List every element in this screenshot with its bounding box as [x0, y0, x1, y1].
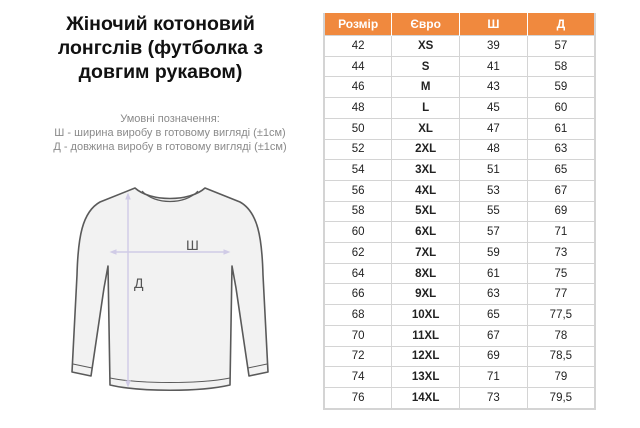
cell-width: 63 [460, 284, 528, 305]
table-row [324, 305, 595, 326]
legend [20, 112, 320, 154]
cell-length: 63 [527, 139, 595, 160]
cell-width: 59 [460, 243, 528, 264]
cell-length: 60 [527, 98, 595, 119]
legend-length-note: Д - довжина виробу в готовому вигляді (±1см) [53, 141, 287, 153]
cell-width: 47 [460, 118, 528, 139]
cell-length: 79 [527, 367, 595, 388]
cell-euro: 7XL [392, 243, 460, 264]
cell-width: 41 [460, 56, 528, 77]
cell-size: 44 [324, 56, 392, 77]
table-row [324, 325, 595, 346]
cell-size: 50 [324, 118, 392, 139]
cell-size: 48 [324, 98, 392, 119]
table-row [324, 367, 595, 388]
cell-width: 48 [460, 139, 528, 160]
width-marker: Ш [186, 237, 199, 253]
product-title [8, 12, 313, 84]
cell-euro: 5XL [392, 201, 460, 222]
table-row [324, 98, 595, 119]
cell-size: 64 [324, 263, 392, 284]
cell-width: 65 [460, 305, 528, 326]
cell-length: 69 [527, 201, 595, 222]
cell-width: 55 [460, 201, 528, 222]
cell-size: 70 [324, 325, 392, 346]
table-row [324, 263, 595, 284]
cell-euro: M [392, 77, 460, 98]
table-row [324, 118, 595, 139]
title-line-2: лонгслів (футболка з [57, 37, 264, 59]
cell-width: 57 [460, 222, 528, 243]
cell-size: 56 [324, 180, 392, 201]
cell-length: 59 [527, 77, 595, 98]
cell-size: 42 [324, 36, 392, 57]
legend-width-note: Ш - ширина виробу в готовому вигляді (±1см) [54, 127, 286, 139]
cell-width: 73 [460, 387, 528, 409]
cell-width: 69 [460, 346, 528, 367]
cell-size: 52 [324, 139, 392, 160]
cell-euro: L [392, 98, 460, 119]
cell-size: 72 [324, 346, 392, 367]
cell-width: 71 [460, 367, 528, 388]
cell-length: 78 [527, 325, 595, 346]
table-row [324, 56, 595, 77]
cell-euro: XS [392, 36, 460, 57]
cell-length: 67 [527, 180, 595, 201]
cell-length: 71 [527, 222, 595, 243]
cell-width: 45 [460, 98, 528, 119]
cell-size: 74 [324, 367, 392, 388]
cell-size: 68 [324, 305, 392, 326]
cell-width: 53 [460, 180, 528, 201]
table-row [324, 387, 595, 409]
cell-size: 58 [324, 201, 392, 222]
table-row [324, 139, 595, 160]
cell-euro: 9XL [392, 284, 460, 305]
cell-euro: 11XL [392, 325, 460, 346]
cell-length: 58 [527, 56, 595, 77]
cell-width: 39 [460, 36, 528, 57]
cell-width: 43 [460, 77, 528, 98]
longsleeve-diagram [40, 180, 290, 395]
cell-euro: 3XL [392, 160, 460, 181]
cell-euro: 13XL [392, 367, 460, 388]
header-length: Д [527, 13, 595, 36]
cell-euro: 8XL [392, 263, 460, 284]
table-body [324, 36, 595, 410]
cell-length: 61 [527, 118, 595, 139]
cell-euro: 10XL [392, 305, 460, 326]
title-line-3: довгим рукавом) [78, 61, 243, 83]
table-row [324, 284, 595, 305]
header-size: Розмір [324, 13, 392, 36]
table-row [324, 201, 595, 222]
cell-euro: 14XL [392, 387, 460, 409]
cell-size: 60 [324, 222, 392, 243]
title-line-1: Жіночий котоновий [66, 13, 255, 35]
legend-heading: Умовні позначення: [120, 113, 220, 125]
cell-length: 77,5 [527, 305, 595, 326]
length-marker: Д [134, 275, 144, 291]
header-euro: Євро [392, 13, 460, 36]
cell-width: 67 [460, 325, 528, 346]
size-chart-table [323, 13, 596, 410]
cell-size: 46 [324, 77, 392, 98]
cell-euro: 6XL [392, 222, 460, 243]
cell-length: 79,5 [527, 387, 595, 409]
cell-euro: 12XL [392, 346, 460, 367]
cell-length: 75 [527, 263, 595, 284]
cell-euro: 4XL [392, 180, 460, 201]
cell-length: 78,5 [527, 346, 595, 367]
table-row [324, 346, 595, 367]
table-row [324, 222, 595, 243]
header-width: Ш [460, 13, 528, 36]
cell-width: 51 [460, 160, 528, 181]
table-row [324, 160, 595, 181]
table-row [324, 243, 595, 264]
cell-size: 62 [324, 243, 392, 264]
table-header-row [324, 13, 595, 36]
cell-length: 65 [527, 160, 595, 181]
cell-size: 54 [324, 160, 392, 181]
table-row [324, 77, 595, 98]
cell-length: 77 [527, 284, 595, 305]
cell-length: 73 [527, 243, 595, 264]
cell-width: 61 [460, 263, 528, 284]
cell-size: 76 [324, 387, 392, 409]
cell-euro: 2XL [392, 139, 460, 160]
cell-size: 66 [324, 284, 392, 305]
table-row [324, 180, 595, 201]
cell-length: 57 [527, 36, 595, 57]
cell-euro: XL [392, 118, 460, 139]
shirt-outline [72, 188, 268, 390]
table-row [324, 36, 595, 57]
cell-euro: S [392, 56, 460, 77]
